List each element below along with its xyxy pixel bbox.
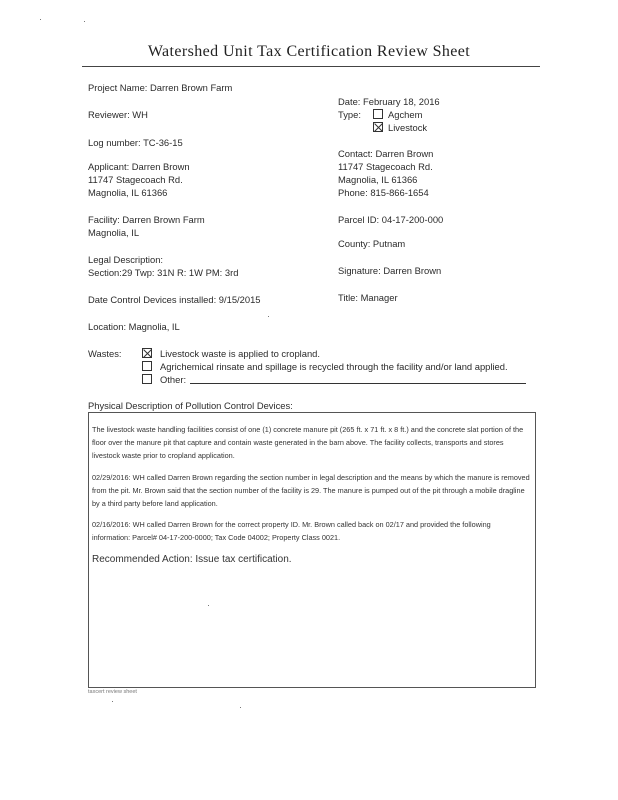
log-number-field: Log number: TC-36-15 (88, 137, 183, 148)
applicant-city: Magnolia, IL 61366 (88, 187, 168, 198)
contact-city: Magnolia, IL 61366 (338, 174, 418, 185)
signature-field: Signature: Darren Brown (338, 265, 442, 276)
scan-speck (240, 707, 241, 708)
wastes-agrichemical-checkbox[interactable] (142, 361, 152, 371)
contact-street: 11747 Stagecoach Rd. (338, 161, 433, 172)
reviewer-field: Reviewer: WH (88, 109, 148, 120)
wastes-livestock-checkbox[interactable] (142, 348, 152, 358)
page-title: Watershed Unit Tax Certification Review Sheet (147, 43, 471, 60)
wastes-other-line (190, 383, 526, 384)
wastes-label: Wastes: (88, 348, 122, 359)
type-livestock-label: Livestock (388, 122, 428, 133)
wastes-agrichemical-label: Agrichemical rinsate and spillage is recycled through the facility and/or land applied. (160, 361, 508, 372)
physical-description-heading: Physical Description of Pollution Control Devices: (88, 400, 293, 411)
recommended-action: Recommended Action: Issue tax certification. (92, 554, 292, 565)
project-name-field: Project Name: Darren Brown Farm (88, 82, 233, 93)
scan-speck (208, 605, 209, 606)
parcel-id-field: Parcel ID: 04-17-200-000 (338, 214, 444, 225)
contact-name: Contact: Darren Brown (338, 148, 434, 159)
legal-description-label: Legal Description: (88, 254, 164, 265)
date-installed-field: Date Control Devices installed: 9/15/2015 (88, 294, 261, 305)
scan-speck (84, 21, 85, 22)
applicant-name: Applicant: Darren Brown (88, 161, 190, 172)
wastes-other-checkbox[interactable] (142, 374, 152, 384)
facility-city: Magnolia, IL (88, 227, 140, 238)
wastes-other-label: Other: (160, 374, 187, 385)
scan-speck (268, 316, 269, 317)
wastes-livestock-label: Livestock waste is applied to cropland. (160, 348, 320, 359)
applicant-street: 11747 Stagecoach Rd. (88, 174, 183, 185)
type-agchem-checkbox[interactable] (373, 109, 383, 119)
facility-name: Facility: Darren Brown Farm (88, 214, 205, 225)
type-livestock-checkbox[interactable] (373, 122, 383, 132)
location-field: Location: Magnolia, IL (88, 321, 180, 332)
description-paragraph-2: 02/29/2016: WH called Darren Brown regarding the section number in legal description and the means by which the manure is removed from the pit. Mr. Brown said that the section number of the facility is 29. The manure is pumped out of the pit through a mobile dragline by a third party before land application. (92, 473, 530, 508)
title-field: Title: Manager (338, 292, 398, 303)
contact-phone: Phone: 815-866-1654 (338, 187, 429, 198)
description-paragraph-3: 02/16/2016: WH called Darren Brown for the correct property ID. Mr. Brown called back on 02/17 and provided the following information: Parcel# 04-17-200-0000; Tax Code 04002; Property Class 0021. (92, 520, 491, 542)
description-paragraph-1: The livestock waste handling facilities consist of one (1) concrete manure pit (265 ft. x 71 ft. x 8 ft.) and the concrete slat portion of the floor over the manure pit that capture and contain waste generated in the barn above. The facility collects, transports and stores livestock waste prior to cropland application. (92, 425, 524, 460)
scan-speck (40, 19, 41, 20)
scan-speck (112, 701, 113, 702)
type-label: Type: (338, 109, 361, 120)
footer-note: taxcert review sheet (88, 689, 137, 695)
date-field: Date: February 18, 2016 (338, 96, 440, 107)
county-field: County: Putnam (338, 238, 406, 249)
title-underline (82, 66, 540, 67)
type-agchem-label: Agchem (388, 109, 423, 120)
legal-description-value: Section:29 Twp: 31N R: 1W PM: 3rd (88, 267, 239, 278)
